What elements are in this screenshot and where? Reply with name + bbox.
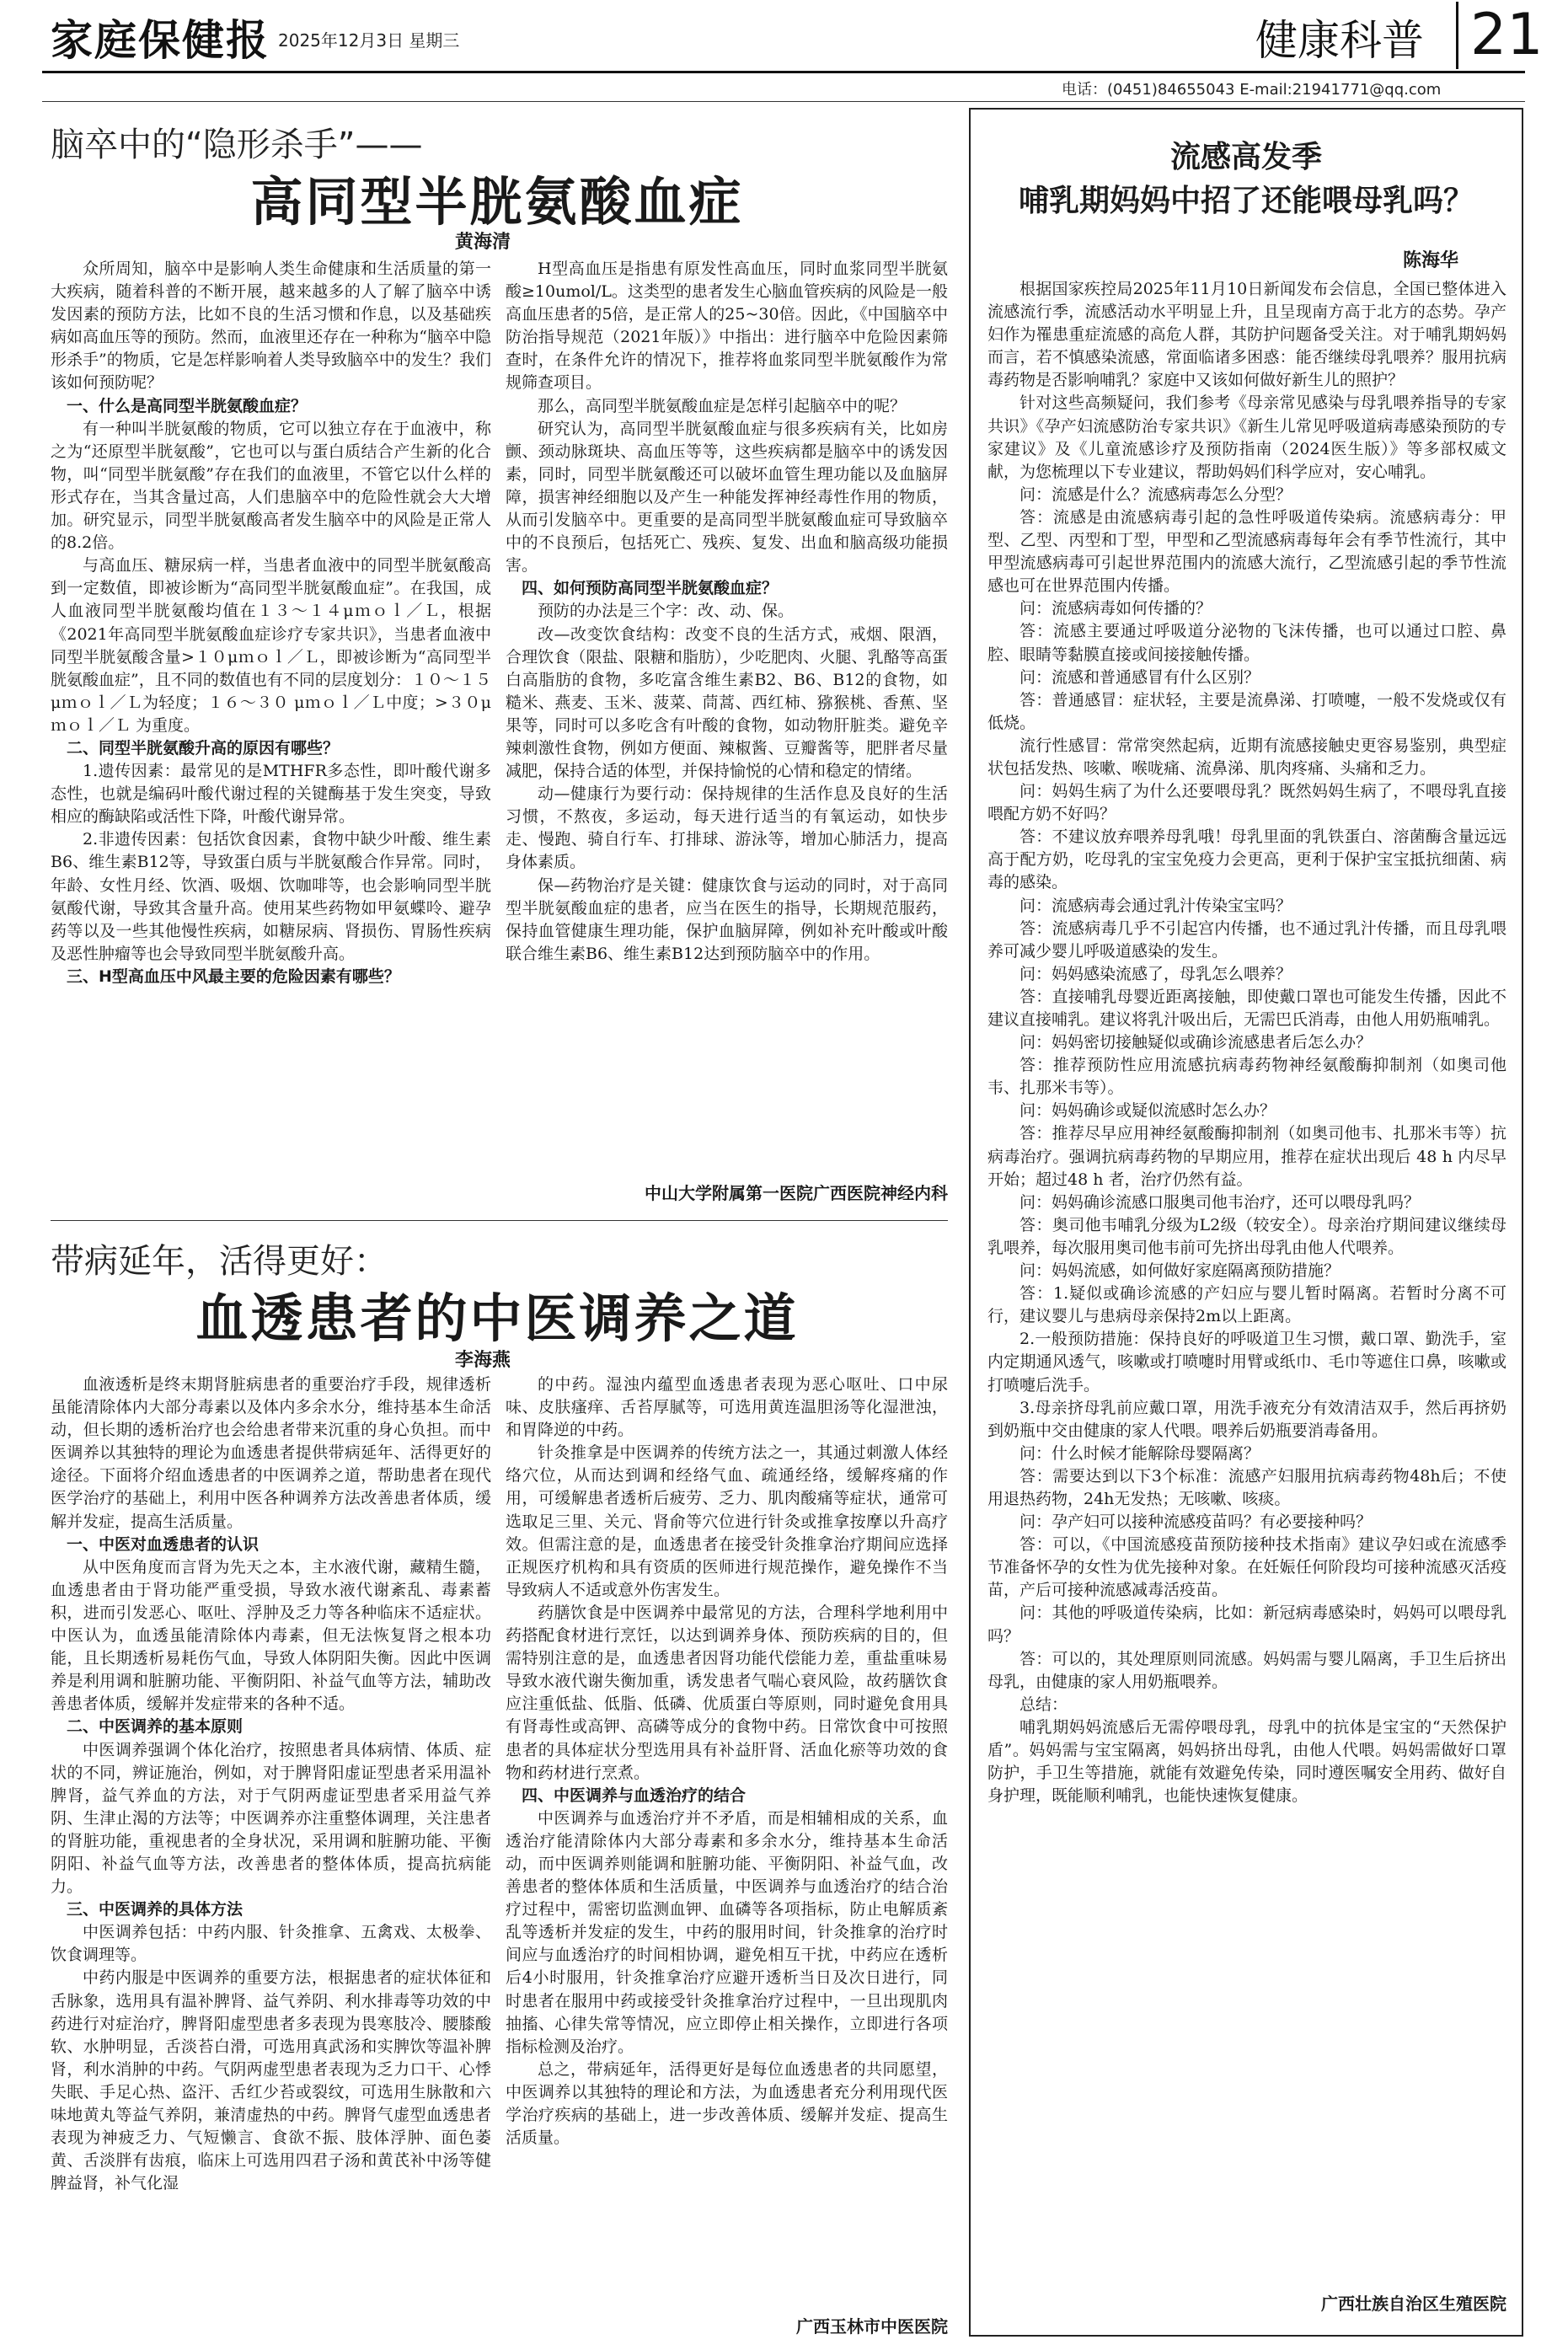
paragraph: 答：普通感冒：症状轻，主要是流鼻涕、打喷嚏，一般不发烧或仅有低烧。 <box>987 690 1506 732</box>
paragraph: 2.非遗传因素：包括饮食因素，食物中缺少叶酸、维生素B6、维生素B12等，导致蛋白质与半胱氨酸合作异常。同时，年龄、女性月经、饮酒、吸烟、饮咖啡等，也会影响同型半胱氨酸代谢，导致其含量升高。使用某些药物如甲氨蝶呤、避孕药等以及一些其他慢性疾病，如糖尿病、肾损伤、胃肠性疾病及恶性肿瘤等也会导致同型半胱氨酸升高。 <box>51 830 491 963</box>
paragraph: 众所周知，脑卒中是影响人类生命健康和生活质量的第一大疾病，随着科普的不断开展，越来越多的人了解了脑卒中诱发因素的预防方法，比如不良的生活习惯和作息，以及基础疾病如高血压等的预防。然而，血液里还存在一种称为“脑卒中隐形杀手”的物质，它是怎样影响着人类导致脑卒中的发生？我们该如何预防呢？ <box>51 260 491 393</box>
paragraph: 根据国家疾控局2025年11月10日新闻发布会信息，全国已整体进入流感流行季，流感活动水平明显上升，且呈现南方高于北方的态势。孕产妇作为罹患重症流感的高危人群，其防护问题备受关注。对于哺乳期妈妈而言，若不慎感染流感，常面临诸多困惑：能否继续母乳喂养？服用抗病毒药物是否影响哺乳？家庭中又该如何做好新生儿的照护？ <box>987 280 1506 390</box>
article3-title-line2: 哺乳期妈妈中招了还能喂母乳吗？ <box>1018 183 1474 218</box>
paragraph: 答：流感病毒几乎不引起宫内传播，也不通过乳汁传播，而且母乳喂养可减少婴儿呼吸道感染的发生。 <box>987 918 1506 961</box>
section-heading: 一、中医对血透患者的认识 <box>67 1534 260 1554</box>
paragraph: 答：流感是由流感病毒引起的急性呼吸道传染病。流感病毒分：甲型、乙型、丙型和丁型，甲型和乙型流感病毒每年会有季节性流行，其中甲型流感病毒可引起世界范围内的流感大流行，乙型流感引起的季节性流感也可在世界范围内传播。 <box>987 507 1506 596</box>
paragraph: 血液透析是终末期肾脏病患者的重要治疗手段，规律透析虽能清除体内大部分毒素以及体内多余水分，维持基本生命活动，但长期的透析治疗也会给患者带来沉重的身心负担。而中医调养以其独特的理论为血透患者提供带病延年、活得更好的途径。下面将介绍血透患者的中医调养之道，帮助患者在现代医学治疗的基础上，利用中医各种调养方法改善患者体质，缓解并发症，提高生活质量。 <box>51 1375 491 1531</box>
paragraph: 问：妈妈生病了为什么还要喂母乳？既然妈妈生病了，不喂母乳直接喂配方奶不好吗？ <box>987 782 1506 824</box>
paragraph: 那么，高同型半胱氨酸血症是怎样引起脑卒中的呢？ <box>538 396 907 415</box>
paragraph: 问：流感病毒会通过乳汁传染宝宝吗？ <box>1019 896 1292 915</box>
paragraph: 答：奥司他韦哺乳分级为L2级（较安全）。母亲治疗期间建议继续母乳喂养，每次服用奥司他韦前可先挤出母乳由他人代喂养。 <box>987 1215 1506 1257</box>
paragraph: 答：1.疑似或确诊流感的产妇应与婴儿暂时隔离。若暂时分离不可行，建议婴儿与患病母亲保持2m以上距离。 <box>987 1284 1506 1326</box>
paragraph: 答：可以的，其处理原则同流感。妈妈需与婴儿隔离，手卫生后挤出母乳，由健康的家人用奶瓶喂养。 <box>987 1649 1506 1691</box>
paragraph: 问：其他的呼吸道传染病，比如：新冠病毒感染时，妈妈可以喂母乳吗？ <box>987 1603 1506 1646</box>
section-heading: 四、中医调养与血透治疗的结合 <box>522 1786 747 1805</box>
paragraph: 针灸推拿是中医调养的传统方法之一，其通过刺激人体经络穴位，从而达到调和经络气血、疏通经络，缓解疼痛的作用，可缓解患者透析后疲劳、乏力、肌肉酸痛等症状，通常可选取足三里、关元、肾俞等穴位进行针灸或推拿按摩以升高疗效。但需注意的是，血透患者在接受针灸推拿治疗期间应选择正规医疗机构和具有资质的医师进行规范操作，避免操作不当导致病人不适或意外伤害发生。 <box>506 1443 948 1599</box>
section-heading: 三、H型高血压中风最主要的危险因素有哪些？ <box>67 966 400 986</box>
paragraph: 问：流感病毒如何传播的？ <box>1019 599 1212 618</box>
article-divider <box>51 1220 948 1221</box>
article1-credit: 中山大学附属第一医院广西医院神经内科 <box>645 1183 948 1203</box>
paragraph: 问：流感是什么？流感病毒怎么分型？ <box>1019 485 1292 504</box>
article2-column-1 <box>51 1373 491 2334</box>
paragraph: 动—健康行为要行动：保持规律的生活作息及良好的生活习惯，不熬夜，多运动，每天进行适当的有氧运动，如快步走、慢跑、骑自行车、打排球、游泳等，增加心肺活力，提高身体素质。 <box>506 784 948 872</box>
paragraph: 改—改变饮食结构：改变不良的生活方式，戒烟、限酒，合理饮食（限盐、限糖和脂肪），少吃肥肉、火腿、乳酪等高蛋白高脂肪的食物，多吃富含维生素B2、B6、B12的食物，如糙米、燕麦、玉米、菠菜、茼蒿、西红柿、猕猴桃、香蕉、坚果等，同时可以多吃含有叶酸的食物，如动物肝脏类。避免辛辣刺激性食物，例如方便面、辣椒酱、豆瓣酱等，肥胖者尽量减肥，保持合适的体型，并保持愉悦的心情和稳定的情绪。 <box>506 624 948 781</box>
paragraph: 保—药物治疗是关键：健康饮食与运动的同时，对于高同型半胱氨酸血症的患者，应当在医生的指导，长期规范服药，保持血管健康生理功能，保护血脑屏障，例如补充叶酸或叶酸联合维生素B6、维生素B12达到预防脑卒中的作用。 <box>506 875 948 963</box>
paragraph: 问：妈妈确诊或疑似流感时怎么办？ <box>1019 1101 1276 1121</box>
paragraph: 从中医角度而言肾为先天之本，主水液代谢，藏精生髓，血透患者由于肾功能严重受损，导致水液代谢紊乱、毒素蓄积，进而引发恶心、呕吐、浮肿及乏力等各种临床不适症状。中医认为，血透虽能清除体内毒素，但无法恢复肾之根本功能，且长期透析易耗伤气血，导致人体阴阳失衡。因此中医调养是利用调和脏腑功能、平衡阴阳、补益气血等方法，辅助改善患者体质，缓解并发症带来的各种不适。 <box>51 1557 491 1714</box>
paragraph: 预防的办法是三个字：改、动、保。 <box>538 602 795 621</box>
section-heading: 一、什么是高同型半胱氨酸血症？ <box>67 396 308 415</box>
paragraph: 问：孕产妇可以接种流感疫苗吗？有必要接种吗？ <box>1019 1512 1373 1532</box>
article2-column-2 <box>506 1373 948 2309</box>
paragraph: 中医调养包括：中药内服、针灸推拿、五禽戏、太极拳、饮食调理等。 <box>51 1923 491 1965</box>
paragraph: 药膳饮食是中医调养中最常见的方法，合理科学地利用中药搭配食材进行烹饪，以达到调养身体、预防疾病的目的，但需特别注意的是，血透患者因肾功能代偿能力差，重盐重味易导致水液代谢失衡加重，诱发患者气喘心衰风险，故药膳饮食应注重低盐、低脂、低磷、优质蛋白等原则，同时避免食用具有肾毒性或高钾、高磷等成分的食物中药。日常饮食中可按照患者的具体症状分型选用具有补益肝肾、活血化瘀等功效的食物和药材进行烹煮。 <box>506 1603 948 1782</box>
paragraph: 研究认为，高同型半胱氨酸血症与很多疾病有关，比如房颤、颈动脉斑块、高血压等等，这些疾病都是脑卒中的诱发因素，同时，同型半胱氨酸还可以破坏血管生理功能以及血脑屏障，损害神经细胞以及产生一种能发挥神经毒性作用的物质，从而引发脑卒中。更重要的是高同型半胱氨酸血症可导致脑卒中的不良预后，包括死亡、残疾、复发、出血和脑高级功能损害。 <box>506 419 948 576</box>
paragraph: 问：妈妈流感，如何做好家庭隔离预防措施？ <box>1019 1261 1341 1281</box>
paragraph: 答：推荐预防性应用流感抗病毒药物神经氨酸酶抑制剂（如奥司他韦、扎那米韦等）。 <box>987 1056 1506 1098</box>
paragraph: 答：可以，《中国流感疫苗预防接种技术指南》建议孕妇或在流感季节准备怀孕的女性为优先接种对象。在妊娠任何阶段均可接种流感灭活疫苗，产后可接种流感减毒活疫苗。 <box>987 1535 1506 1600</box>
paragraph: 哺乳期妈妈流感后无需停喂母乳，母乳中的抗体是宝宝的“天然保护盾”。妈妈需与宝宝隔离，妈妈挤出母乳，由他人代喂。妈妈需做好口罩防护，手卫生等措施，就能有效避免传染，同时遵医嘱安全用药、做好自身护理，既能顺利哺乳，也能快速恢复健康。 <box>987 1717 1506 1806</box>
header-rule <box>42 71 1525 73</box>
article1-column-1 <box>51 258 491 1227</box>
paragraph: 问：什么时候才能解除母婴隔离？ <box>1019 1443 1260 1463</box>
article2-credit: 广西玉林市中医医院 <box>796 2316 948 2337</box>
article1-kicker: 脑卒中的“隐形杀手”—— <box>51 126 423 164</box>
section-heading: 二、同型半胱氨酸升高的原因有哪些？ <box>67 738 340 758</box>
paragraph: 问：妈妈感染流感了，母乳怎么喂养？ <box>1019 964 1292 983</box>
paragraph: 总结： <box>1019 1695 1068 1714</box>
article3-title-line1: 流感高发季 <box>1169 139 1322 174</box>
paragraph: 总之，带病延年，活得更好是每位血透患者的共同愿望，中医调养以其独特的理论和方法，为血透患者充分利用现代医学治疗疾病的基础上，进一步改善体质、缓解并发症、提高生活质量。 <box>506 2059 948 2148</box>
paragraph: 中医调养强调个体化治疗，按照患者具体病情、体质、症状的不同，辨证施治，例如，对于脾肾阳虚证型患者采用温补脾肾，益气养血的方法，对于气阴两虚证型患者采用益气养阴、生津止渴的方法等；中医调养亦注重整体调理，关注患者的肾脏功能，重视患者的全身状况，采用调和脏腑功能、平衡阴阳、补益气血等方法，改善患者的整体体质，提高抗病能力。 <box>51 1740 491 1897</box>
paragraph: 3.母亲挤母乳前应戴口罩，用洗手液充分有效清洁双手，然后再挤奶到奶瓶中交由健康的家人代喂。喂养后奶瓶要消毒备用。 <box>987 1398 1506 1440</box>
paragraph: 2.一般预防措施：保持良好的呼吸道卫生习惯，戴口罩、勤洗手，室内定期通风透气，咳嗽或打喷嚏时用臂或纸巾、毛巾等遮住口鼻，咳嗽或打喷嚏后洗手。 <box>987 1330 1506 1395</box>
paragraph: 答：不建议放弃喂养母乳哦！母乳里面的乳铁蛋白、溶菌酶含量远远高于配方奶，吃母乳的宝宝免疫力会更高，更利于保护宝宝抵抗细菌、病毒的感染。 <box>987 827 1506 892</box>
article3-credit: 广西壮族自治区生殖医院 <box>1321 2294 1506 2314</box>
paragraph: 问：流感和普通感冒有什么区别？ <box>1019 667 1260 687</box>
paragraph: 答：推荐尽早应用神经氨酸酶抑制剂（如奥司他韦、扎那米韦等）抗病毒治疗。强调抗病毒药物的早期应用，推荐在症状出现后 48 h 内尽早开始；超过48 h 者，治疗仍然有益。 <box>987 1124 1506 1189</box>
section-heading: 四、如何预防高同型半胱氨酸血症？ <box>522 579 779 598</box>
issue-date: 2025年12月3日 星期三 <box>278 30 460 51</box>
paragraph: 问：妈妈密切接触疑似或确诊流感患者后怎么办？ <box>1019 1033 1373 1052</box>
paragraph: 的中药。湿浊内蕴型血透患者表现为恶心呕吐、口中尿味、皮肤瘙痒、舌苔厚腻等，可选用黄连温胆汤等化湿泄浊，和胃降逆的中药。 <box>506 1375 948 1440</box>
section-heading: 二、中医调养的基本原则 <box>67 1717 243 1737</box>
paragraph: 问：妈妈确诊流感口服奥司他韦治疗，还可以喂母乳吗？ <box>1019 1192 1421 1212</box>
article3-body <box>987 278 1506 2275</box>
paragraph: 流行性感冒：常常突然起病，近期有流感接触史更容易鉴别，典型症状包括发热、咳嗽、喉咙痛、流鼻涕、肌肉疼痛、头痛和乏力。 <box>987 736 1506 778</box>
article2-kicker: 带病延年，活得更好： <box>51 1242 388 1281</box>
paragraph: H型高血压是指患有原发性高血压，同时血浆同型半胱氨酸≥10umol/L。这类型的患者发生心脑血管疾病的风险是一般高血压患者的5倍，是正常人的25~30倍。因此，《中国脑卒中防治指导规范（2021年版）》中指出：进行脑卒中危险因素筛查时，在条件允许的情况下，推荐将血浆同型半胱氨酸作为常规筛查项目。 <box>506 260 948 393</box>
paragraph: 1.遗传因素：最常见的是MTHFR多态性，即叶酸代谢多态性，也就是编码叶酸代谢过程的关键酶基于发生突变，导致相应的酶缺陷或活性下降，叶酸代谢异常。 <box>51 762 491 827</box>
contact-info: 电话：(0451)84655043 E-mail:21941771@qq.com <box>1062 81 1442 99</box>
article2-title: 血透患者的中医调养之道 <box>195 1288 799 1349</box>
newspaper-name: 家庭保健报 <box>51 15 270 65</box>
paragraph: 有一种叫半胱氨酸的物质，它可以独立存在于血液中，称之为“还原型半胱氨酸”，它也可以与蛋白质结合产生新的化合物，叫“同型半胱氨酸”存在我们的血液里，不管它以什么样的形式存在，当其含量过高，人们患脑卒中的危险性就会大大增加。研究显示，同型半胱氨酸高者发生脑卒中的风险是正常人的8.2倍。 <box>51 419 491 553</box>
article1-title: 高同型半胱氨酸血症 <box>250 171 744 233</box>
article3-author: 陈海华 <box>1403 250 1459 271</box>
article1-column-2 <box>506 258 948 1176</box>
article2-author: 李海燕 <box>455 1350 511 1371</box>
section-heading: 三、中医调养的具体方法 <box>67 1900 243 1919</box>
header-rule-thin <box>42 101 1525 102</box>
paragraph: 中药内服是中医调养的重要方法，根据患者的症状体征和舌脉象，选用具有温补脾肾、益气养阴、利水排毒等功效的中药进行对症治疗，脾肾阳虚型患者多表现为畏寒肢冷、腰膝酸软、水肿明显，舌淡苔白滑，可选用真武汤和实脾饮等温补脾肾，利水消肿的中药。气阴两虚型患者表现为乏力口干、心悸失眠、手足心热、盗汗、舌红少苔或裂纹，可选用生脉散和六味地黄丸等益气养阴，兼清虚热的中药。脾肾气虚型血透患者表现为神疲乏力、气短懒言、食欲不振、肢体浮肿、面色萎黄、舌淡胖有齿痕，临床上可选用四君子汤和黄芪补中汤等健脾益肾，补气化湿 <box>51 1968 491 2193</box>
paragraph: 中医调养与血透治疗并不矛盾，而是相辅相成的关系，血透治疗能清除体内大部分毒素和多余水分，维持基本生命活动，而中医调养则能调和脏腑功能、平衡阴阳、补益气血，改善患者的整体体质和生活质量，中医调养与血透治疗的结合治疗过程中，需密切监测血钾、血磷等各项指标，防止电解质紊乱等透析并发症的发生，中药的服用时间，针灸推拿的治疗时间应与血透治疗的时间相协调，避免相互干扰，中药应在透析后4小时服用，针灸推拿治疗应避开透析当日及次日进行，同时患者在服用中药或接受针灸推拿治疗过程中，一旦出现肌肉抽搐、心律失常等情况，应立即停止相关操作，立即进行各项指标检测及治疗。 <box>506 1808 948 2056</box>
paragraph: 答：直接哺乳母婴近距离接触，即使戴口罩也可能发生传播，因此不建议直接哺乳。建议将乳汁吸出后，无需巴氏消毒，由他人用奶瓶哺乳。 <box>987 987 1506 1029</box>
paragraph: 答：需要达到以下3个标准：流感产妇服用抗病毒药物48h后；不使用退热药物，24h无发热；无咳嗽、咳痰。 <box>987 1466 1506 1508</box>
paragraph: 与高血压、糖尿病一样，当患者血液中的同型半胱氨酸高到一定数值，即被诊断为“高同型半胱氨酸血症”。在我国，成人血液同型半胱氨酸均值在１３～１４μｍｏｌ／Ｌ，根据《2021年高同型半胱氨酸血症诊疗专家共识》，当患者血液中同型半胱氨酸含量>１０μｍｏｌ／Ｌ，即被诊断为“高同型半胱氨酸血症”，且不同的数值也有不同的层度划分：１０～１５ μｍｏｌ／Ｌ为轻度；１６～３０ μｍｏｌ／Ｌ中度；>３０μｍｏｌ／Ｌ 为重度。 <box>51 556 491 735</box>
article1-author: 黄海清 <box>455 232 511 253</box>
paragraph: 答：流感主要通过呼吸道分泌物的飞沫传播，也可以通过口腔、鼻腔、眼睛等黏膜直接或间接接触传播。 <box>987 622 1506 664</box>
paragraph: 针对这些高频疑问，我们参考《母亲常见感染与母乳喂养指导的专家共识》《孕产妇流感防治专家共识》《新生儿常见呼吸道病毒感染预防的专家建议》及《儿童流感诊疗及预防指南（2024医生版）》等多部权威文献，为您梳理以下专业建议，帮助妈妈们科学应对，安心哺乳。 <box>987 394 1506 481</box>
section-name: 健康科普 <box>1255 16 1424 65</box>
page-number: 21 <box>1456 2 1544 69</box>
